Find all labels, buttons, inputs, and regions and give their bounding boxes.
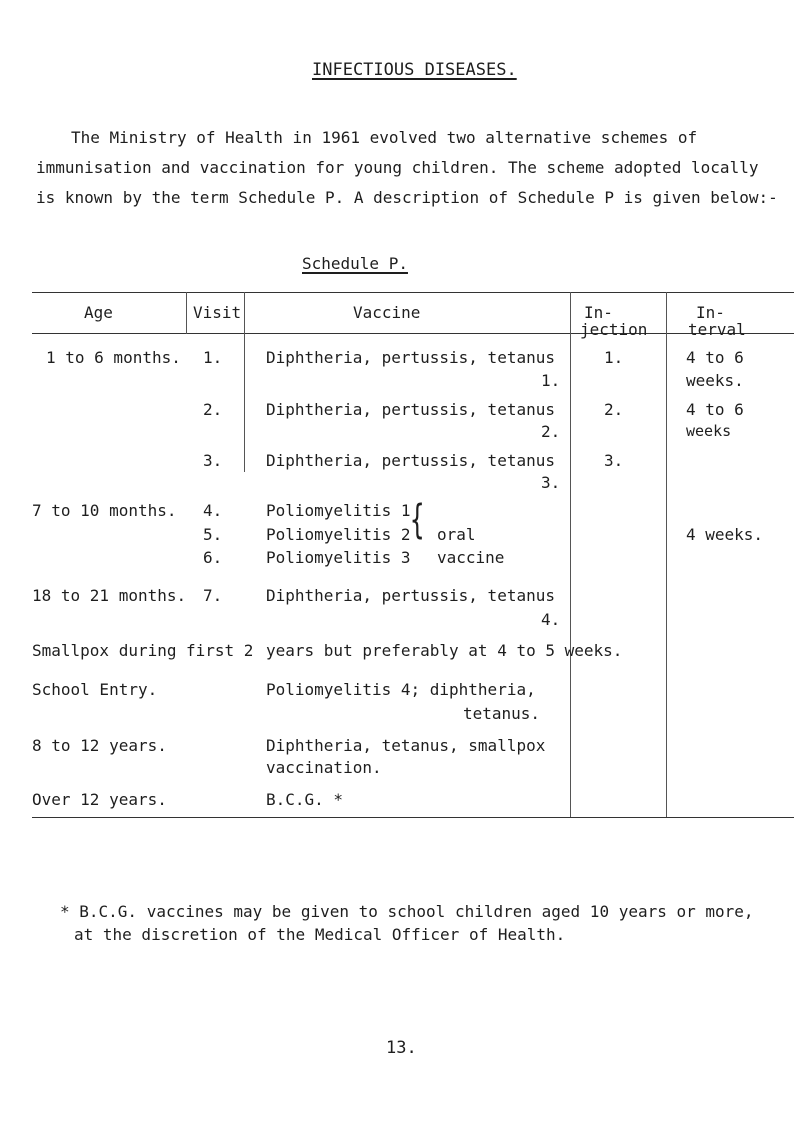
row8-vaccine: years but preferably at 4 to 5 weeks. [266,641,623,660]
row10-vaccine-2: vaccination. [266,758,382,777]
row1-injection: 1. [604,348,624,367]
header-vaccine: Vaccine [353,303,421,322]
footnote-line-2: at the discretion of the Medical Officer of Health. [74,925,566,944]
row7-age: 18 to 21 months. [32,586,187,605]
row1-visit: 1. [203,348,223,367]
oral-vaccine-brace: { [410,497,425,543]
row4-age: 7 to 10 months. [32,501,177,520]
row3-injection: 3. [604,451,624,470]
row2-visit: 2. [203,400,223,419]
row5-interval: 4 weeks. [686,525,764,544]
row10-vaccine-1: Diphtheria, tetanus, smallpox [266,736,546,755]
header-injection-1: In- [584,303,613,322]
row9-age: School Entry. [32,680,158,699]
page-number: 13. [386,1038,417,1058]
row11-vaccine: B.C.G. * [266,790,344,809]
col-divider-vaccine [570,292,571,817]
schedule-title: Schedule P. [302,254,408,273]
row8-visit: first 2 [186,641,254,660]
row7-vaccine-1: Diphtheria, pertussis, tetanus [266,586,555,605]
row6-vaccine: Poliomyelitis 3 [266,548,411,567]
row2-vaccine-2: 2. [541,422,561,441]
row1-vaccine-1: Diphtheria, pertussis, tetanus [266,348,555,367]
row1-age: 1 to 6 months. [46,348,181,367]
page-title: INFECTIOUS DISEASES. [312,60,517,80]
row9-vaccine-2: tetanus. [463,704,541,723]
row1-vaccine-2: 1. [541,371,561,390]
row7-visit: 7. [203,586,223,605]
row10-age: 8 to 12 years. [32,736,167,755]
row2-interval-1: 4 to 6 [686,400,744,419]
col-divider-injection [666,292,667,817]
row4-vaccine: Poliomyelitis 1 [266,501,411,520]
row2-vaccine-1: Diphtheria, pertussis, tetanus [266,400,555,419]
header-injection-2: jection [580,320,648,339]
header-interval-2: terval [688,320,746,339]
row5-visit: 5. [203,525,223,544]
row4-visit: 4. [203,501,223,520]
col-divider-age [186,292,187,334]
footnote-line-1: * B.C.G. vaccines may be given to school children aged 10 years or more, [60,902,754,921]
row3-vaccine-1: Diphtheria, pertussis, tetanus [266,451,555,470]
row7-vaccine-2: 4. [541,610,561,629]
intro-line-2: immunisation and vaccination for young children. The scheme adopted locally [36,158,759,177]
table-header-rule [32,333,794,334]
row1-interval-2: weeks. [686,371,744,390]
row8-age: Smallpox during [32,641,177,660]
row1-interval-1: 4 to 6 [686,348,744,367]
header-visit: Visit [193,303,242,322]
row6-visit: 6. [203,548,223,567]
table-bottom-rule [32,817,794,818]
row5-note: oral [437,525,476,544]
row3-vaccine-2: 3. [541,473,561,492]
intro-line-1: The Ministry of Health in 1961 evolved two alternative schemes of [71,128,698,147]
row6-note: vaccine [437,548,505,567]
header-interval-1: In- [696,303,725,322]
row3-visit: 3. [203,451,223,470]
col-divider-visit [244,292,245,472]
table-top-rule [32,292,794,293]
row9-vaccine-1: Poliomyelitis 4; diphtheria, [266,680,536,699]
row2-interval-2: weeks [686,422,732,440]
row5-vaccine: Poliomyelitis 2 [266,525,411,544]
row11-age: Over 12 years. [32,790,167,809]
row2-injection: 2. [604,400,624,419]
intro-line-3: is known by the term Schedule P. A description of Schedule P is given below:- [36,188,778,207]
header-age: Age [84,303,113,322]
